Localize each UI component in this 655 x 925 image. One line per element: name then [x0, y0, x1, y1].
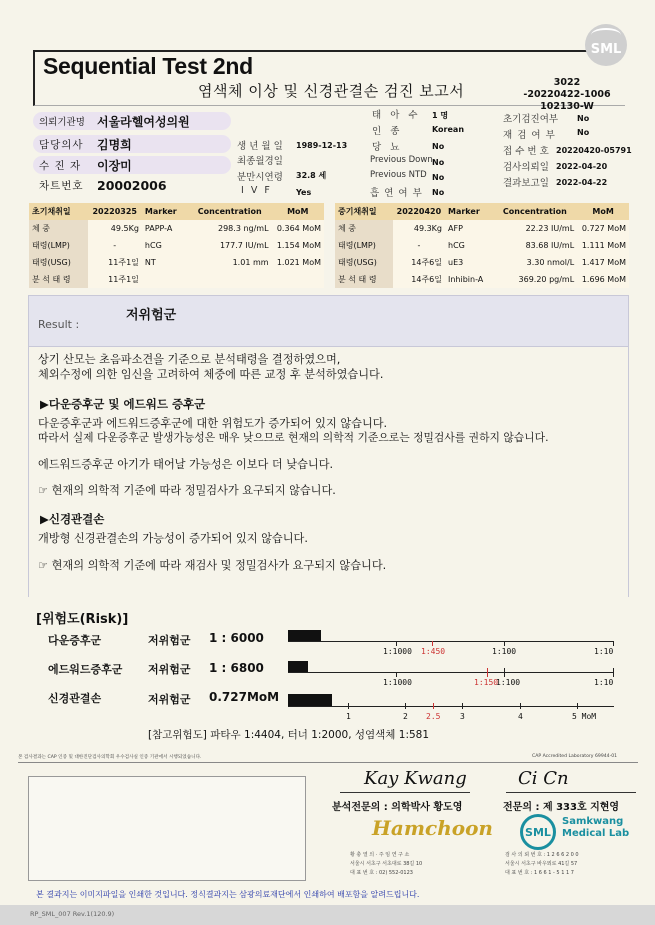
- ntd-risk-level: 저위험군: [148, 693, 191, 706]
- institution-row: 의뢰기관명 서울라헬여성의원: [33, 112, 231, 130]
- ntd-risk-ratio: 0.727MoM: [209, 690, 280, 704]
- sml-lab-name-2: Medical Lab: [562, 828, 630, 839]
- tick-label: 3: [460, 712, 465, 721]
- race-label: 인 종: [372, 126, 403, 137]
- prev-down-value: No: [432, 158, 445, 167]
- first-check-value: No: [577, 114, 590, 123]
- accession-label: 접 수 번 호: [503, 146, 549, 157]
- tick-label: 2: [403, 712, 408, 721]
- tick-label: 1:1000: [383, 647, 412, 656]
- tick-label: 1: [346, 712, 351, 721]
- hamchoon-info-2: 서울시 서초구 서초대로 38길 10: [350, 861, 423, 867]
- request-date-label: 검사의뢰일: [503, 162, 549, 173]
- tick: [396, 641, 397, 646]
- lmp-label: 최종월경일: [237, 156, 283, 167]
- dob-label: 생 년 월 일: [237, 141, 283, 152]
- patient-row: 수 진 자 이장미: [33, 156, 231, 174]
- table-row: 체 중 49.3Kg AFP 22.23 IU/mL 0.727 MoM: [335, 220, 629, 237]
- ntd-text-2: ☞ 현재의 의학적 기준에 따라 재검사 및 정밀검사가 요구되지 않습니다.: [38, 559, 387, 572]
- sml-lab-name: Samkwang: [562, 816, 624, 827]
- sml-info-2: 서울시 서초구 바우뫼로 41길 57: [505, 861, 578, 867]
- report-title: Sequential Test 2nd: [43, 53, 253, 79]
- down-risk-name: 다운증후군: [48, 634, 102, 647]
- tick-label: 1:150: [474, 678, 499, 687]
- table-row: 분 석 태 령 11주1일: [29, 271, 324, 288]
- risk-title: [위험도(Risk)]: [36, 612, 129, 627]
- reference-risk: [참고위험도] 파타우 1:4404, 터너 1:2000, 성염색체 1:581: [148, 729, 430, 741]
- tick: [613, 641, 614, 646]
- table-row: 체 중 49.5Kg PAPP-A 298.3 ng/mL 0.364 MoM: [29, 220, 324, 237]
- down-text-4: ☞ 현재의 의학적 기준에 따라 정밀검사가 요구되지 않습니다.: [38, 484, 336, 497]
- tick: [348, 703, 349, 709]
- report-subtitle: 염색체 이상 및 신경관결손 검진 보고서: [198, 82, 465, 100]
- smoke-label: 흡 연 여 부: [370, 188, 423, 199]
- tick-label: 1:450: [421, 647, 446, 656]
- table-row: 태령(USG) 14주6일 uE3 3.30 nmol/L 1.417 MoM: [335, 254, 629, 271]
- down-risk-ratio: 1 : 6000: [209, 631, 264, 645]
- intro-line-2: 체외수정에 의한 임신을 고려하여 체중에 따른 교정 후 분석하였습니다.: [38, 368, 384, 381]
- retest-label: 재 검 여 부: [503, 130, 556, 141]
- tick: [520, 703, 521, 709]
- prev-down-label: Previous Down: [370, 155, 433, 165]
- down-text-2: 따라서 실제 다운증후군 발생가능성은 매우 낮으므로 현재의 의학적 기준으로는 정밀검사를 권하지 않습니다.: [38, 431, 549, 444]
- report-date-label: 결과보고일: [503, 178, 549, 189]
- edwards-risk-bar: [288, 661, 308, 672]
- sml-info-1: 검 사 의 뢰 번 호 : 1 2 6 6 2 0 0: [505, 852, 579, 858]
- ntd-text-1: 개방형 신경관결손의 가능성이 증가되어 있지 않습니다.: [38, 532, 308, 545]
- retest-value: No: [577, 128, 590, 137]
- table-row: 태령(USG) 11주1일 NT 1.01 mm 1.021 MoM: [29, 254, 324, 271]
- table-row: 태령(LMP) - hCG 177.7 IU/mL 1.154 MoM: [29, 237, 324, 254]
- edwards-risk-scale: [288, 672, 614, 673]
- race-value: Korean: [432, 125, 465, 134]
- doctor-row: 담당의사 김명희: [33, 135, 231, 153]
- signature-2: Ci Cn: [518, 768, 569, 789]
- comment-box: [28, 776, 306, 881]
- down-risk-level: 저위험군: [148, 634, 191, 647]
- tick: [504, 668, 505, 677]
- divider: [18, 762, 638, 763]
- tick-label: 1:10: [594, 678, 614, 687]
- tick: [462, 703, 463, 709]
- tick-label: 1:1000: [383, 678, 412, 687]
- smoke-value: No: [432, 188, 445, 197]
- hamchoon-info-3: 대 표 번 호 : 02) 552-0123: [350, 870, 413, 876]
- tick: [577, 703, 578, 709]
- tick-label: 5 MoM: [572, 712, 597, 721]
- request-date-value: 2022-04-20: [556, 162, 608, 171]
- dm-value: No: [432, 142, 445, 151]
- intro-line-1: 상기 산모는 초음파소견을 기준으로 분석태령을 결정하였으며,: [38, 353, 341, 366]
- signature-2-caption: 전문의 : 제 333호 지현영: [503, 802, 620, 813]
- result-label: Result :: [38, 318, 80, 331]
- result-header-box: [28, 295, 629, 347]
- table-row: 분 석 태 령 14주6일 Inhibin-A 369.20 pg/mL 1.696 MoM: [335, 271, 629, 288]
- tick: [432, 641, 433, 646]
- first-check-label: 초기검진여부: [503, 114, 559, 125]
- down-section-heading: ▶다운증후군 및 에드워드 증후군: [40, 397, 206, 411]
- result-value: 저위험군: [126, 308, 177, 323]
- ntd-risk-name: 신경관결손: [48, 692, 102, 705]
- prev-ntd-value: No: [432, 173, 445, 182]
- tick: [405, 703, 406, 709]
- edwards-risk-name: 에드워드증후군: [48, 663, 123, 676]
- accreditation-note: 본 검사결과는 CAP 인증 및 대한진단검사의학회 우수검사실 인증 기관에서 시행되었습니다.: [18, 755, 202, 760]
- down-text-3: 에드워드증후군 아기가 태어날 가능성은 이보다 더 낮습니다.: [38, 458, 334, 471]
- tick: [396, 672, 397, 677]
- tick-label: 2.5: [426, 712, 441, 721]
- tick: [613, 668, 614, 677]
- second-trimester-table: 중기채취일 20220420 Marker Concentration MoM 체 중 49.3Kg AFP 22.23 IU/mL 0.727 MoM 태령(LMP) - hCG 83.68 IU/mL 1.111 MoM 태령(USG) 14주6일 uE3 3.30 nmol/L 1.417 MoM 분 석 태 령 14주6일 Inhibin-A 369.20 pg/mL 1.696 MoM: [335, 203, 629, 288]
- age-label: 분만시연령: [237, 172, 283, 183]
- tick: [433, 703, 434, 709]
- prev-ntd-label: Previous NTD: [370, 170, 427, 180]
- cap-note: CAP Accredited Laboratory 69944-01: [532, 754, 618, 759]
- fetus-label: 태 아 수: [372, 110, 421, 121]
- fetus-value: 1 명: [432, 111, 449, 120]
- signature-1-caption: 분석전문의 : 의학박사 황도영: [332, 802, 463, 813]
- print-notice: 본 결과지는 이미지파일을 인쇄한 것입니다. 정식결과지는 삼광의료재단에서 인쇄하여 배포함을 알려드립니다.: [36, 890, 420, 899]
- first-trimester-table: 초기채취일 20220325 Marker Concentration MoM 체 중 49.5Kg PAPP-A 298.3 ng/mL 0.364 MoM 태령(LMP) - hCG 177.7 IU/mL 1.154 MoM 태령(USG) 11주1일 NT 1.01 mm 1.021 MoM 분 석 태 령 11주1일: [29, 203, 324, 288]
- sml-info-3: 대 표 번 호 : 1 6 6 1 - 5 1 1 7: [505, 870, 574, 876]
- tick-label: 1:100: [492, 647, 517, 656]
- down-risk-scale: [288, 641, 614, 642]
- report-date-value: 2022-04-22: [556, 178, 608, 187]
- tick: [487, 668, 488, 677]
- table-row: 태령(LMP) - hCG 83.68 IU/mL 1.111 MoM: [335, 237, 629, 254]
- hamchoon-info-1: 황 충 열 의 · 주 임 연 구 소: [350, 852, 410, 858]
- ntd-risk-scale: [288, 706, 614, 707]
- dob-value: 1989-12-13: [296, 141, 348, 150]
- divider: [340, 792, 470, 793]
- dm-label: 당 뇨: [372, 142, 403, 153]
- sml-logo: SML: [585, 24, 627, 66]
- age-value: 32.8 세: [296, 171, 327, 180]
- down-text-1: 다운증후군과 에드워드증후군에 대한 위험도가 증가되어 있지 않습니다.: [38, 417, 388, 430]
- ivf-label: I V F: [241, 185, 272, 196]
- report-number: 3022 -20220422-1006 102130-W: [523, 77, 611, 112]
- down-risk-bar: [288, 630, 321, 641]
- divider: [506, 792, 636, 793]
- ivf-value: Yes: [296, 188, 312, 197]
- hamchoon-logo: Hamchoon: [372, 816, 493, 840]
- tick: [504, 641, 505, 646]
- edwards-risk-ratio: 1 : 6800: [209, 661, 264, 675]
- ntd-section-heading: ▶신경관결손: [40, 512, 105, 526]
- tick-label: 1:100: [496, 678, 521, 687]
- edwards-risk-level: 저위험군: [148, 663, 191, 676]
- ntd-risk-bar: [288, 694, 332, 706]
- tick-label: 1:10: [594, 647, 614, 656]
- accession-value: 20220420-05791: [556, 146, 632, 155]
- signature-1: Kay Kwang: [364, 768, 467, 789]
- tick-label: 4: [518, 712, 523, 721]
- sml-lab-logo: SML: [520, 814, 556, 850]
- chart-row: 차트번호 20002006: [39, 177, 167, 193]
- form-number: RP_SML_007 Rev.1(120.9): [30, 910, 115, 918]
